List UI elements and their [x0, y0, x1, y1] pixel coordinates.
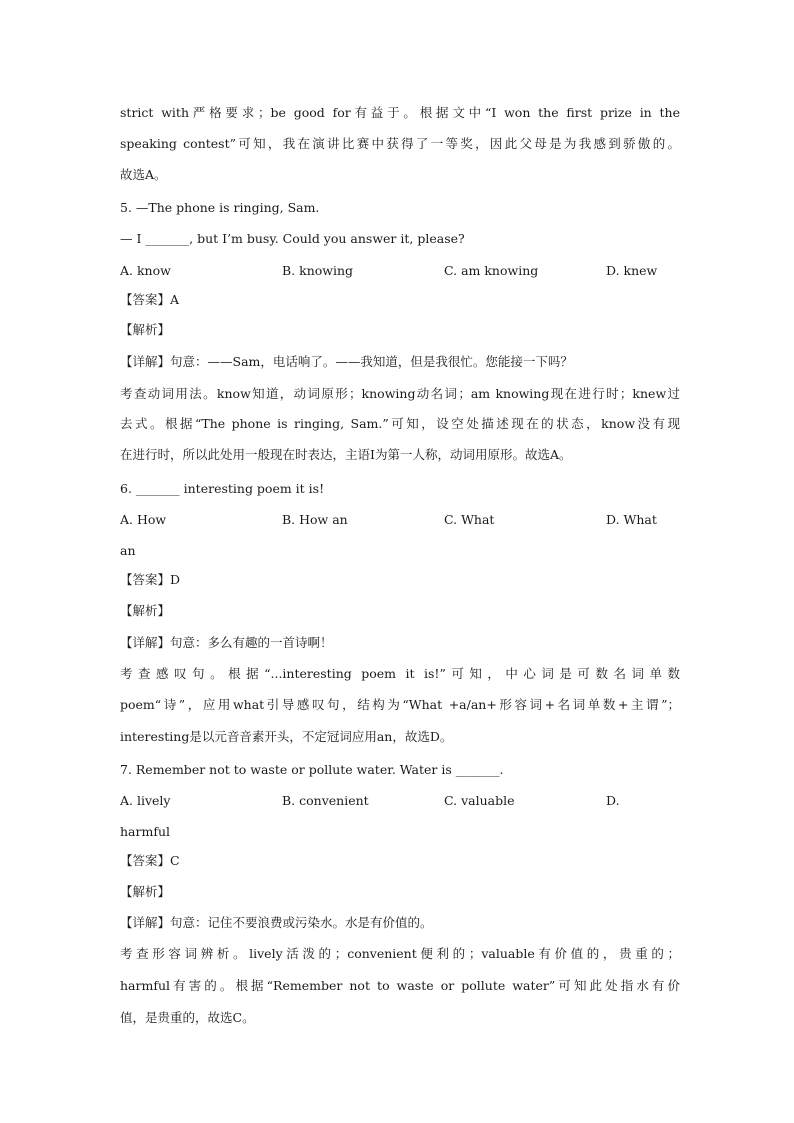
q6-option-d: D. What: [606, 512, 657, 527]
answer-label: 【答案】D: [120, 572, 181, 587]
detail-line: 【详解】句意：记住不要浪费或污染水。水是有价值的。: [120, 915, 433, 930]
detail-line: 【详解】句意：多么有趣的一首诗啊！: [120, 635, 333, 650]
text-line: 故选A。: [120, 167, 167, 182]
q5-option-c: C. am knowing: [444, 263, 539, 278]
q5-option-a: A. know: [120, 263, 171, 278]
text-line: 在进行时，所以此处用一般现在时表达，主语I为第一人称，动词用原形。故选A。: [120, 447, 572, 462]
text-line: 值，是贵重的，故选C。: [120, 1010, 255, 1025]
q7-option-d: D.: [606, 793, 620, 808]
q6-option-c: C. What: [444, 512, 495, 527]
analysis-label: 【解析】: [120, 322, 171, 337]
text-line: 考查形容词辨析。lively活泼的；convenient便利的；valuable有价值的，贵重的；: [120, 946, 680, 961]
question-7-stem: 7. Remember not to waste or pollute water. Water is _______.: [120, 762, 504, 777]
question-6-stem: 6. _______ interesting poem it is!: [120, 481, 325, 496]
q7-option-c: C. valuable: [444, 793, 515, 808]
text-line: interesting是以元音音素开头，不定冠词应用an，故选D。: [120, 729, 453, 744]
answer-label: 【答案】A: [120, 292, 180, 307]
text-line: 考查感叹句。根据“...interesting poem it is!”可知，中心词是可数名词单数: [120, 666, 680, 681]
question-5-blank-line: — I _______, but I’m busy. Could you answer it, please?: [120, 231, 465, 246]
answer-label: 【答案】C: [120, 853, 180, 868]
question-5-stem: 5. —The phone is ringing, Sam.: [120, 200, 320, 215]
text-line: speaking contest”可知，我在演讲比赛中获得了一等奖，因此父母是为我感到骄傲的。: [120, 136, 680, 151]
text-line: 考查动词用法。know知道，动词原形；knowing动名词；am knowing现在进行时；knew过: [120, 386, 680, 401]
q5-option-d: D. knew: [606, 263, 658, 278]
q7-option-a: A. lively: [120, 793, 171, 808]
detail-line: 【详解】句意：——Sam，电话响了。——我知道，但是我很忙。您能接一下吗？: [120, 354, 573, 369]
text-line: 去式。根据“The phone is ringing, Sam.”可知，设空处描述现在的状态，know没有现: [120, 416, 680, 431]
q7-option-b: B. convenient: [282, 793, 369, 808]
analysis-label: 【解析】: [120, 603, 171, 618]
q5-option-b: B. knowing: [282, 263, 354, 278]
q6-option-b: B. How an: [282, 512, 348, 527]
q6-option-a: A. How: [120, 512, 167, 527]
q6-option-d-continued: an: [120, 543, 136, 558]
text-line: poem“诗”，应用what引导感叹句，结构为“What +a/an+形容词+名词单数+主谓”；: [120, 697, 680, 712]
text-line: strict with严格要求；be good for有益于。根据文中“I won the first prize in the: [120, 105, 680, 120]
analysis-label: 【解析】: [120, 884, 171, 899]
text-line: harmful有害的。根据“Remember not to waste or pollute water”可知此处指水有价: [120, 978, 680, 993]
q7-option-d-continued: harmful: [120, 824, 171, 839]
